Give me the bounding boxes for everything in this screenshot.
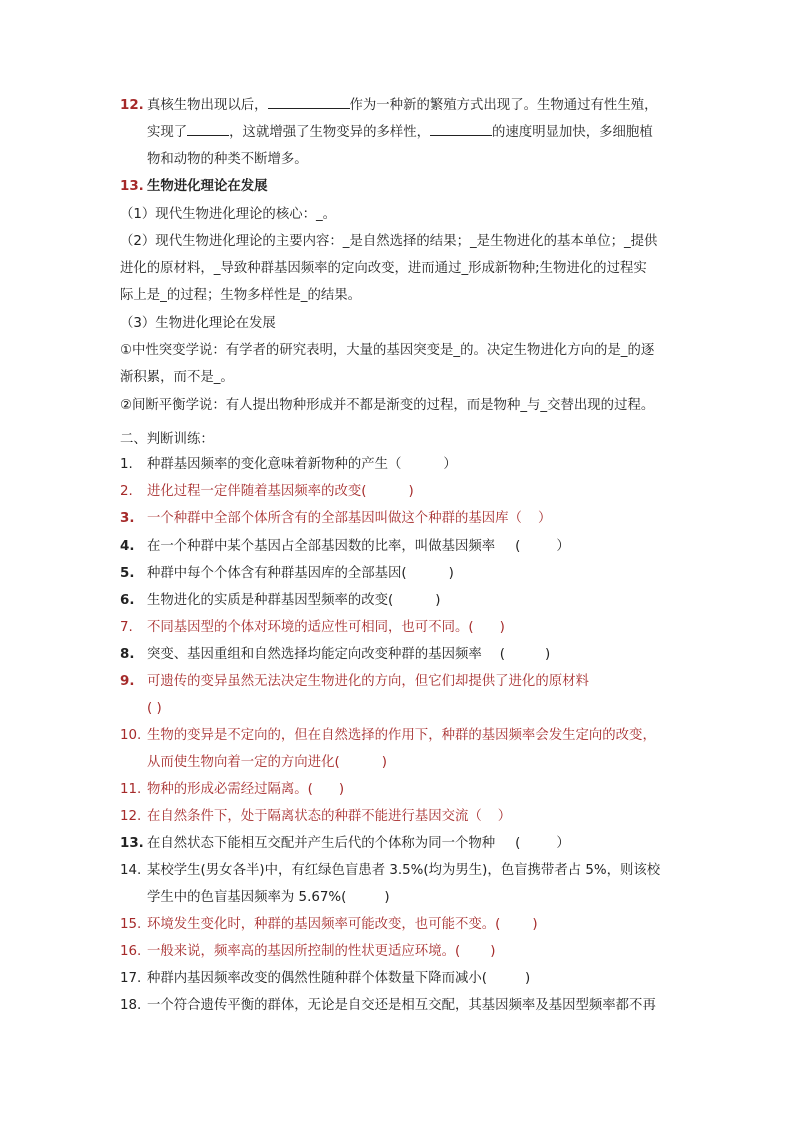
item-number: 11.	[120, 782, 142, 797]
item-close: )	[532, 917, 538, 932]
item-number: 3.	[120, 511, 135, 526]
section2-title: 二、判断训练：	[120, 432, 214, 447]
item-close: )	[525, 971, 531, 986]
item-close: )	[448, 566, 454, 581]
q12-text-2: 作为一种新的繁殖方式出现了。生物通过有性生殖，	[349, 98, 658, 113]
item-text: 不同基因型的个体对环境的适应性可相同，也可不同。(	[147, 620, 474, 635]
item-number: 17.	[120, 971, 142, 986]
item-number: 13.	[120, 836, 144, 851]
q12-blank-1[interactable]	[268, 96, 350, 109]
q12-line2	[147, 123, 653, 142]
item-text: 种群基因频率的变化意味着新物种的产生（	[147, 457, 402, 472]
item-number: 5.	[120, 566, 135, 581]
item-number: 16.	[120, 944, 142, 959]
item-text: 种群中每个个体含有种群基因库的全部基因(	[147, 566, 407, 581]
q13-s3a1: ①中性突变学说：有学者的研究表明，大量的基因突变是_的。决定生物进化方向的是_的逐	[120, 343, 655, 358]
q12-text-4: ，这就增强了生物变异的多样性，	[229, 125, 431, 140]
item-close: ）	[556, 836, 570, 851]
item-text: 一个种群中全部个体所含有的全部基因叫做这个种群的基因库（	[147, 511, 522, 526]
judge-item-11	[120, 781, 344, 799]
q12-blank-3[interactable]	[430, 123, 492, 136]
q12-text-6: 物和动物的种类不断增多。	[147, 152, 308, 167]
item-number: 15.	[120, 917, 142, 932]
q12-line3	[147, 151, 308, 169]
item-text: 生物的变异是不定向的，但在自然选择的作用下，种群的基因频率会发生定向的改变，	[147, 728, 656, 743]
item-text: 在自然状态下能相互交配并产生后代的个体称为同一个物种	[147, 836, 496, 851]
item-text: 环境发生变化时，种群的基因频率可能改变，也可能不变。(	[147, 917, 501, 932]
q13-heading	[120, 178, 268, 196]
item-close: ）	[497, 809, 512, 824]
q13-title: 生物进化理论在发展	[147, 179, 268, 194]
item-close: )	[545, 647, 551, 662]
item-text: 一个符合遗传平衡的群体，无论是自交还是相互交配，其基因频率及基因型频率都不再	[147, 998, 656, 1013]
item-text: 物种的形成必需经过隔离。(	[147, 782, 313, 797]
judge-item-4: 4. 在一个种群中某个基因占全部基因数的比率，叫做基因频率 ( ）	[120, 539, 570, 554]
item-text: 突变、基因重组和自然选择均能定向改变种群的基因频率	[147, 647, 482, 662]
item-close: ）	[443, 457, 457, 472]
item-number: 4.	[120, 539, 135, 554]
item-close: ）	[556, 539, 570, 554]
item-close: )	[338, 782, 345, 797]
judge-item-17	[120, 970, 530, 988]
item-text: 进化过程一定伴随着基因频率的改变(	[147, 484, 367, 499]
q13-s2a: （2）现代生物进化理论的主要内容：_是自然选择的结果；_是生物进化的基本单位；_提供	[120, 234, 658, 249]
judge-item-13: 13. 在自然状态下能相互交配并产生后代的个体称为同一个物种 ( ）	[120, 836, 570, 851]
item-number: 9.	[120, 674, 135, 689]
judge-item-2	[120, 483, 414, 501]
item-number: 6.	[120, 593, 135, 608]
q13-s3b: ②间断平衡学说：有人提出物种形成并不都是渐变的过程，而是物种_与_交替出现的过程。	[120, 398, 655, 413]
q12-text-1: 真核生物出现以后，	[147, 98, 268, 113]
q13-s2b: 进化的原材料，_导致种群基因频率的定向改变，进而通过_形成新物种;生物进化的过程实	[120, 261, 647, 276]
item-close: )	[384, 890, 390, 905]
item-text: 某校学生(男女各半)中，有红绿色盲患者 3.5%(均为男生)，色盲携带者占 5%，则该校	[147, 863, 661, 878]
item-text-2: 学生中的色盲基因频率为 5.67%(	[147, 890, 347, 905]
item-number: 2.	[120, 484, 133, 499]
item-close: )	[435, 593, 441, 608]
judge-item-8: 8. 突变、基因重组和自然选择均能定向改变种群的基因频率 ( )	[120, 647, 551, 662]
item-close: )	[408, 484, 414, 499]
q13-s1: （1）现代生物进化理论的核心：_。	[120, 207, 337, 222]
item-text: 一般来说，频率高的基因所控制的性状更适应环境。(	[147, 944, 461, 959]
item-close: )	[499, 620, 505, 635]
q12-number: 12.	[120, 98, 144, 113]
judge-item-7	[120, 619, 505, 637]
item-number: 8.	[120, 647, 135, 662]
judge-item-14-cont	[147, 889, 390, 907]
item-text-2: 从而使生物向着一定的方向进化(	[147, 755, 340, 770]
q12-blank-2[interactable]	[187, 123, 229, 136]
judge-item-1	[120, 456, 457, 474]
item-close: )	[490, 944, 496, 959]
q12-line1	[120, 96, 658, 115]
item-number: 14.	[120, 863, 142, 878]
judge-item-15	[120, 916, 538, 934]
item-number: 1.	[120, 457, 133, 472]
judge-item-5	[120, 565, 454, 583]
item-close: ）	[537, 511, 552, 526]
item-text: 种群内基因频率改变的偶然性随种群个体数量下降而减小(	[147, 971, 487, 986]
item-number: 7.	[120, 620, 133, 635]
q13-s2c: 际上是_的过程；生物多样性是_的结果。	[120, 288, 362, 303]
judge-item-3	[120, 510, 551, 528]
item-text: 在一个种群中某个基因占全部基因数的比率，叫做基因频率	[147, 539, 496, 554]
item-number: 12.	[120, 809, 142, 824]
q12-text-3: 实现了	[147, 125, 188, 140]
q13-s3: （3）生物进化理论在发展	[120, 316, 276, 331]
item-text: 在自然条件下，处于隔离状态的种群不能进行基因交流（	[147, 809, 482, 824]
answer-slot[interactable]: ( )	[147, 701, 162, 716]
item-number: 18.	[120, 998, 142, 1013]
judge-item-9	[120, 673, 589, 691]
judge-item-18	[120, 997, 656, 1015]
judge-item-16	[120, 943, 495, 961]
judge-item-10	[120, 727, 656, 745]
item-close: )	[381, 755, 387, 770]
judge-item-12	[120, 808, 511, 826]
judge-item-9-cont	[147, 700, 162, 718]
judge-item-6	[120, 592, 441, 610]
q13-number: 13.	[120, 179, 144, 194]
item-text: 生物进化的实质是种群基因型频率的改变(	[147, 593, 394, 608]
judge-item-10-cont	[147, 754, 387, 772]
judge-item-14	[120, 862, 660, 880]
q13-s3a2: 渐积累，而不是_。	[120, 370, 234, 385]
item-text: 可遗传的变异虽然无法决定生物进化的方向，但它们却提供了进化的原材料	[147, 674, 589, 689]
item-number: 10.	[120, 728, 142, 743]
q12-text-5: 的速度明显加快，多细胞植	[492, 125, 653, 140]
